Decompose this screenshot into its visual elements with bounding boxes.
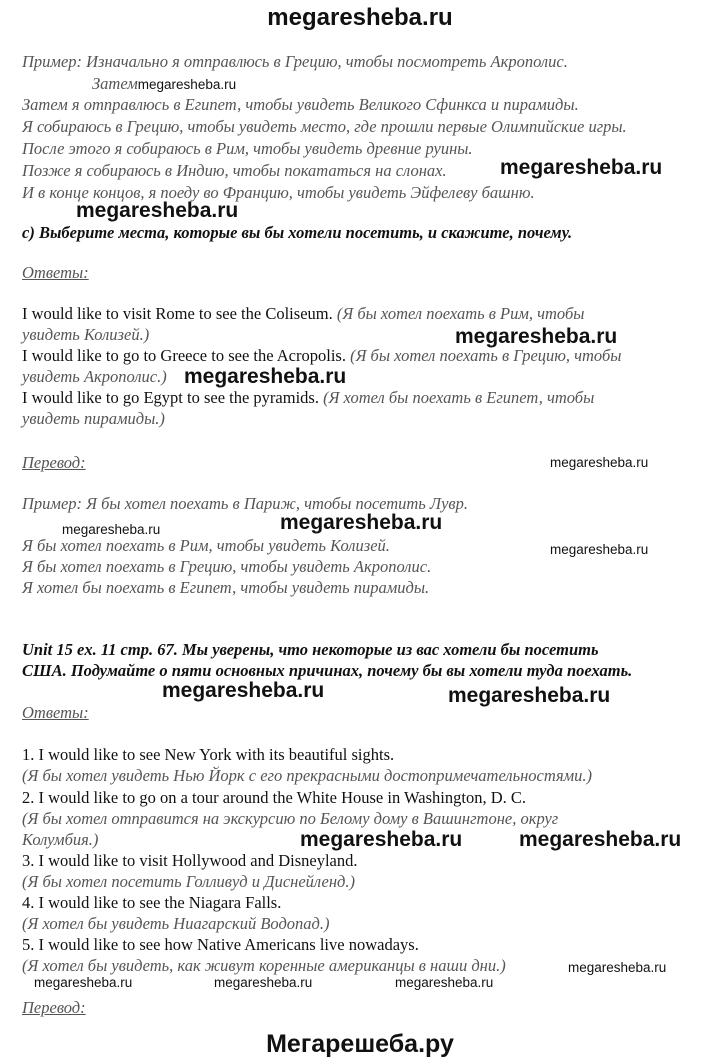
list-item: После этого я собираюсь в Рим, чтобы увидеть древние руины. — [22, 139, 473, 158]
then-word-line — [92, 74, 236, 95]
answer-line — [22, 388, 594, 408]
translation-label: Перевод: — [22, 998, 86, 1017]
answer-ru: (Я хотел бы поехать в Египет, чтобы — [323, 388, 595, 407]
list-item: Я хотел бы поехать в Египет, чтобы увидеть пирамиды. — [22, 578, 430, 597]
watermark: megaresheba.ru — [500, 156, 663, 179]
answer-line — [22, 304, 584, 324]
site-title: megaresheba.ru — [267, 4, 453, 31]
answer-en: I would like to visit Rome to see the Coliseum. — [22, 304, 333, 323]
translation-label: Перевод: — [22, 453, 86, 472]
answer-ru-cont: увидеть Акрополис.) — [22, 367, 167, 386]
answer-ru: (Я бы хотел поехать в Рим, чтобы — [336, 304, 585, 323]
watermark-small: megaresheba.ru — [550, 455, 649, 470]
answers-label: Ответы: — [22, 703, 89, 722]
watermark: megaresheba.ru — [280, 511, 443, 534]
answer-ru: (Я хотел бы увидеть, как живут коренные американцы в наши дни.) — [22, 956, 506, 975]
watermark-small: megaresheba.ru — [214, 975, 313, 990]
site-footer-title: Мегарешеба.ру — [266, 1030, 454, 1058]
section-heading: c) Выберите места, которые вы бы хотели посетить, и скажите, почему. — [22, 223, 573, 242]
answer-en: 4. I would like to see the Niagara Falls. — [22, 893, 282, 912]
answers-label: Ответы: — [22, 263, 89, 282]
watermark-small: megaresheba.ru — [34, 975, 133, 990]
answer-ru: (Я бы хотел посетить Голливуд и Диснейленд.) — [22, 872, 356, 891]
watermark: megaresheba.ru — [76, 199, 239, 222]
answer-ru: Колумбия.) — [22, 830, 99, 849]
answer-en: I would like to go to Greece to see the Acropolis. — [22, 346, 346, 365]
list-item: Позже я собираюсь в Индию, чтобы покататься на слонах. — [22, 161, 447, 180]
answer-ru-cont: увидеть Колизей.) — [22, 325, 150, 344]
watermark: megaresheba.ru — [519, 828, 682, 851]
section-heading: США. Подумайте о пяти основных причинах, почему бы вы хотели туда поехать. — [22, 661, 633, 680]
answer-ru: (Я хотел бы увидеть Ниагарский Водопад.) — [22, 914, 330, 933]
watermark-small: megaresheba.ru — [395, 975, 494, 990]
list-item: Я собираюсь в Грецию, чтобы увидеть место, где прошли первые Олимпийские игры. — [22, 117, 627, 136]
answer-ru: (Я бы хотел отправится на экскурсию по Белому дому в Вашингтоне, округ — [22, 809, 559, 828]
watermark: megaresheba.ru — [448, 684, 611, 707]
answer-en: I would like to go Egypt to see the pyramids. — [22, 388, 319, 407]
answer-line — [22, 346, 621, 366]
list-item: Я бы хотел поехать в Рим, чтобы увидеть Колизей. — [22, 536, 390, 555]
example-line: Пример: Изначально я отправлюсь в Грецию, чтобы посмотреть Акрополис. — [22, 52, 568, 71]
watermark-small: megaresheba.ru — [62, 522, 161, 537]
watermark-small: megaresheba.ru — [137, 77, 237, 92]
list-item: Затем я отправлюсь в Египет, чтобы увидеть Великого Сфинкса и пирамиды. — [22, 95, 579, 114]
answer-ru-cont: увидеть пирамиды.) — [22, 409, 165, 428]
watermark: megaresheba.ru — [300, 828, 463, 851]
watermark: megaresheba.ru — [455, 325, 618, 348]
watermark-small: megaresheba.ru — [568, 960, 667, 975]
section-heading: Unit 15 ex. 11 стр. 67. Мы уверены, что некоторые из вас хотели бы посетить — [22, 640, 599, 659]
translation-example: Пример: Я бы хотел поехать в Париж, чтобы посетить Лувр. — [22, 494, 468, 513]
then-word: Затем — [92, 74, 138, 93]
list-item: И в конце концов, я поеду во Францию, чтобы увидеть Эйфелеву башню. — [22, 183, 535, 202]
answer-ru: (Я бы хотел поехать в Грецию, чтобы — [350, 346, 622, 365]
watermark-small: megaresheba.ru — [550, 542, 649, 557]
answer-ru: (Я бы хотел увидеть Нью Йорк с его прекрасными достопримечательностями.) — [22, 766, 593, 785]
watermark: megaresheba.ru — [162, 679, 325, 702]
answer-en: 5. I would like to see how Native Americans live nowadays. — [22, 935, 419, 954]
watermark: megaresheba.ru — [184, 365, 347, 388]
answer-en: 2. I would like to go on a tour around the White House in Washington, D. C. — [22, 788, 526, 807]
answer-en: 3. I would like to visit Hollywood and Disneyland. — [22, 851, 358, 870]
answer-en: 1. I would like to see New York with its beautiful sights. — [22, 745, 395, 764]
list-item: Я бы хотел поехать в Грецию, чтобы увидеть Акрополис. — [22, 557, 432, 576]
